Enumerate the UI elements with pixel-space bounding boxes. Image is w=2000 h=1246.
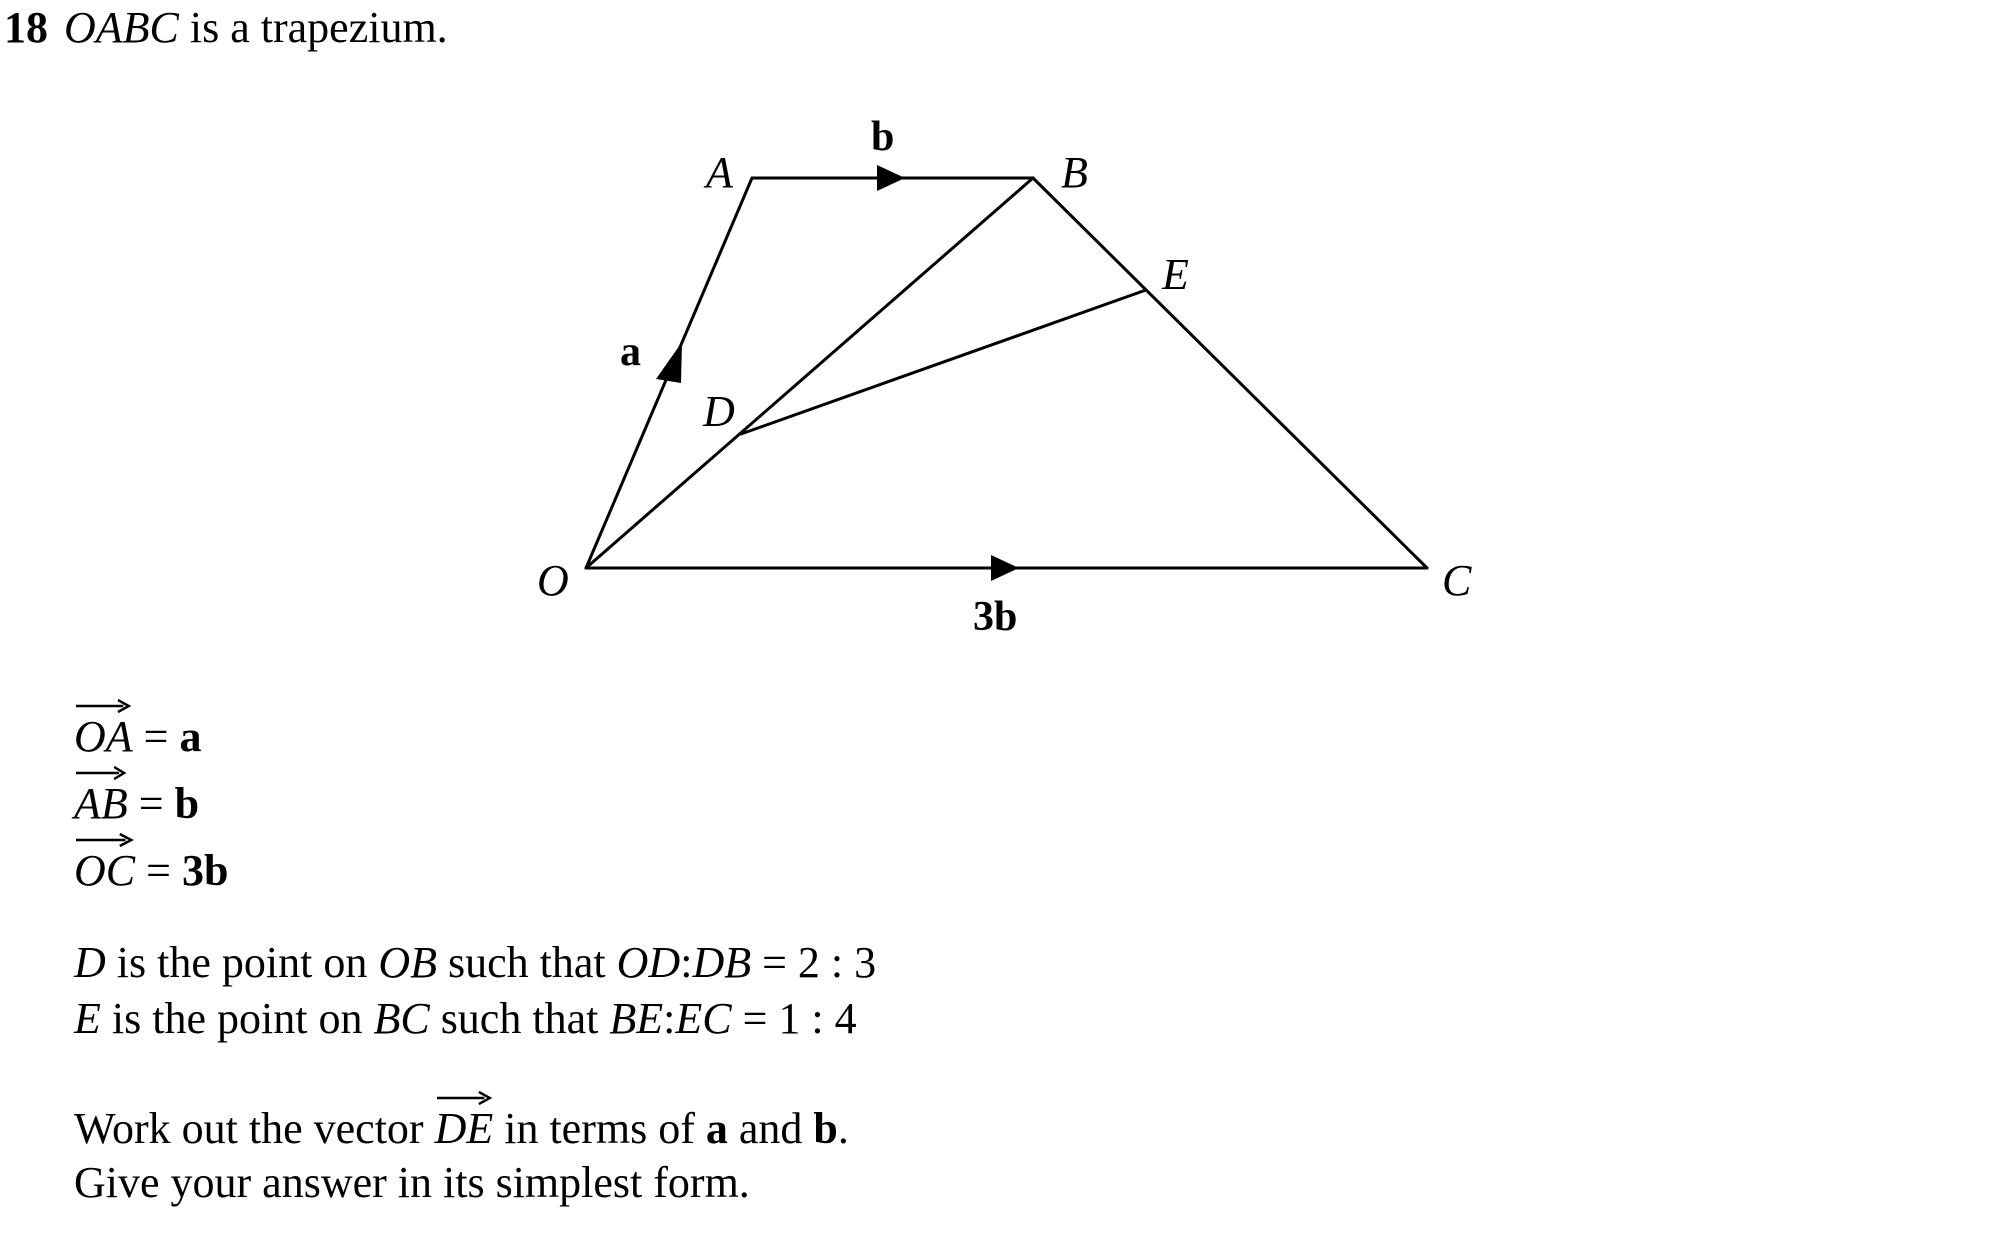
vector-def-ab: AB = b [74,782,199,826]
label-a-point: A [706,148,733,197]
edge-label-3b: 3b [973,594,1018,640]
vector-oa: OA [74,715,133,759]
overarrow-icon [76,766,126,780]
question-intro: is a trapezium. [189,3,448,52]
segment-de [741,290,1146,434]
diagonal-ob [586,178,1033,568]
arrow-oc [991,555,1019,581]
shape-name: OABC [64,3,179,52]
condition-e: E is the point on BC such that BE:EC = 1 : 4 [74,994,857,1043]
vector-de: DE [435,1107,494,1151]
label-o-point: O [537,556,569,605]
arrow-oa [656,342,682,383]
task-line-1: Work out the vector DE in terms of a and b. [74,1107,849,1151]
vector-ab: AB [74,782,128,826]
edge-label-a: a [620,329,641,375]
label-b-point: B [1061,148,1088,197]
label-e-point: E [1162,250,1189,299]
vector-def-oa: OA = a [74,715,201,759]
edge-bc [1033,178,1427,568]
vector-def-oc: OC = 3b [74,849,228,893]
overarrow-icon [76,833,133,847]
arrow-ab [877,165,905,191]
task-line-2: Give your answer in its simplest form. [74,1158,750,1207]
question-number: 18 [4,3,48,52]
label-d-point: D [703,387,735,436]
overarrow-icon [437,1091,492,1105]
vector-oc: OC [74,849,135,893]
label-c-point: C [1442,556,1472,605]
overarrow-icon [76,699,131,713]
condition-d: D is the point on OB such that OD:DB = 2 : 3 [74,938,877,987]
edge-label-b: b [871,114,895,160]
